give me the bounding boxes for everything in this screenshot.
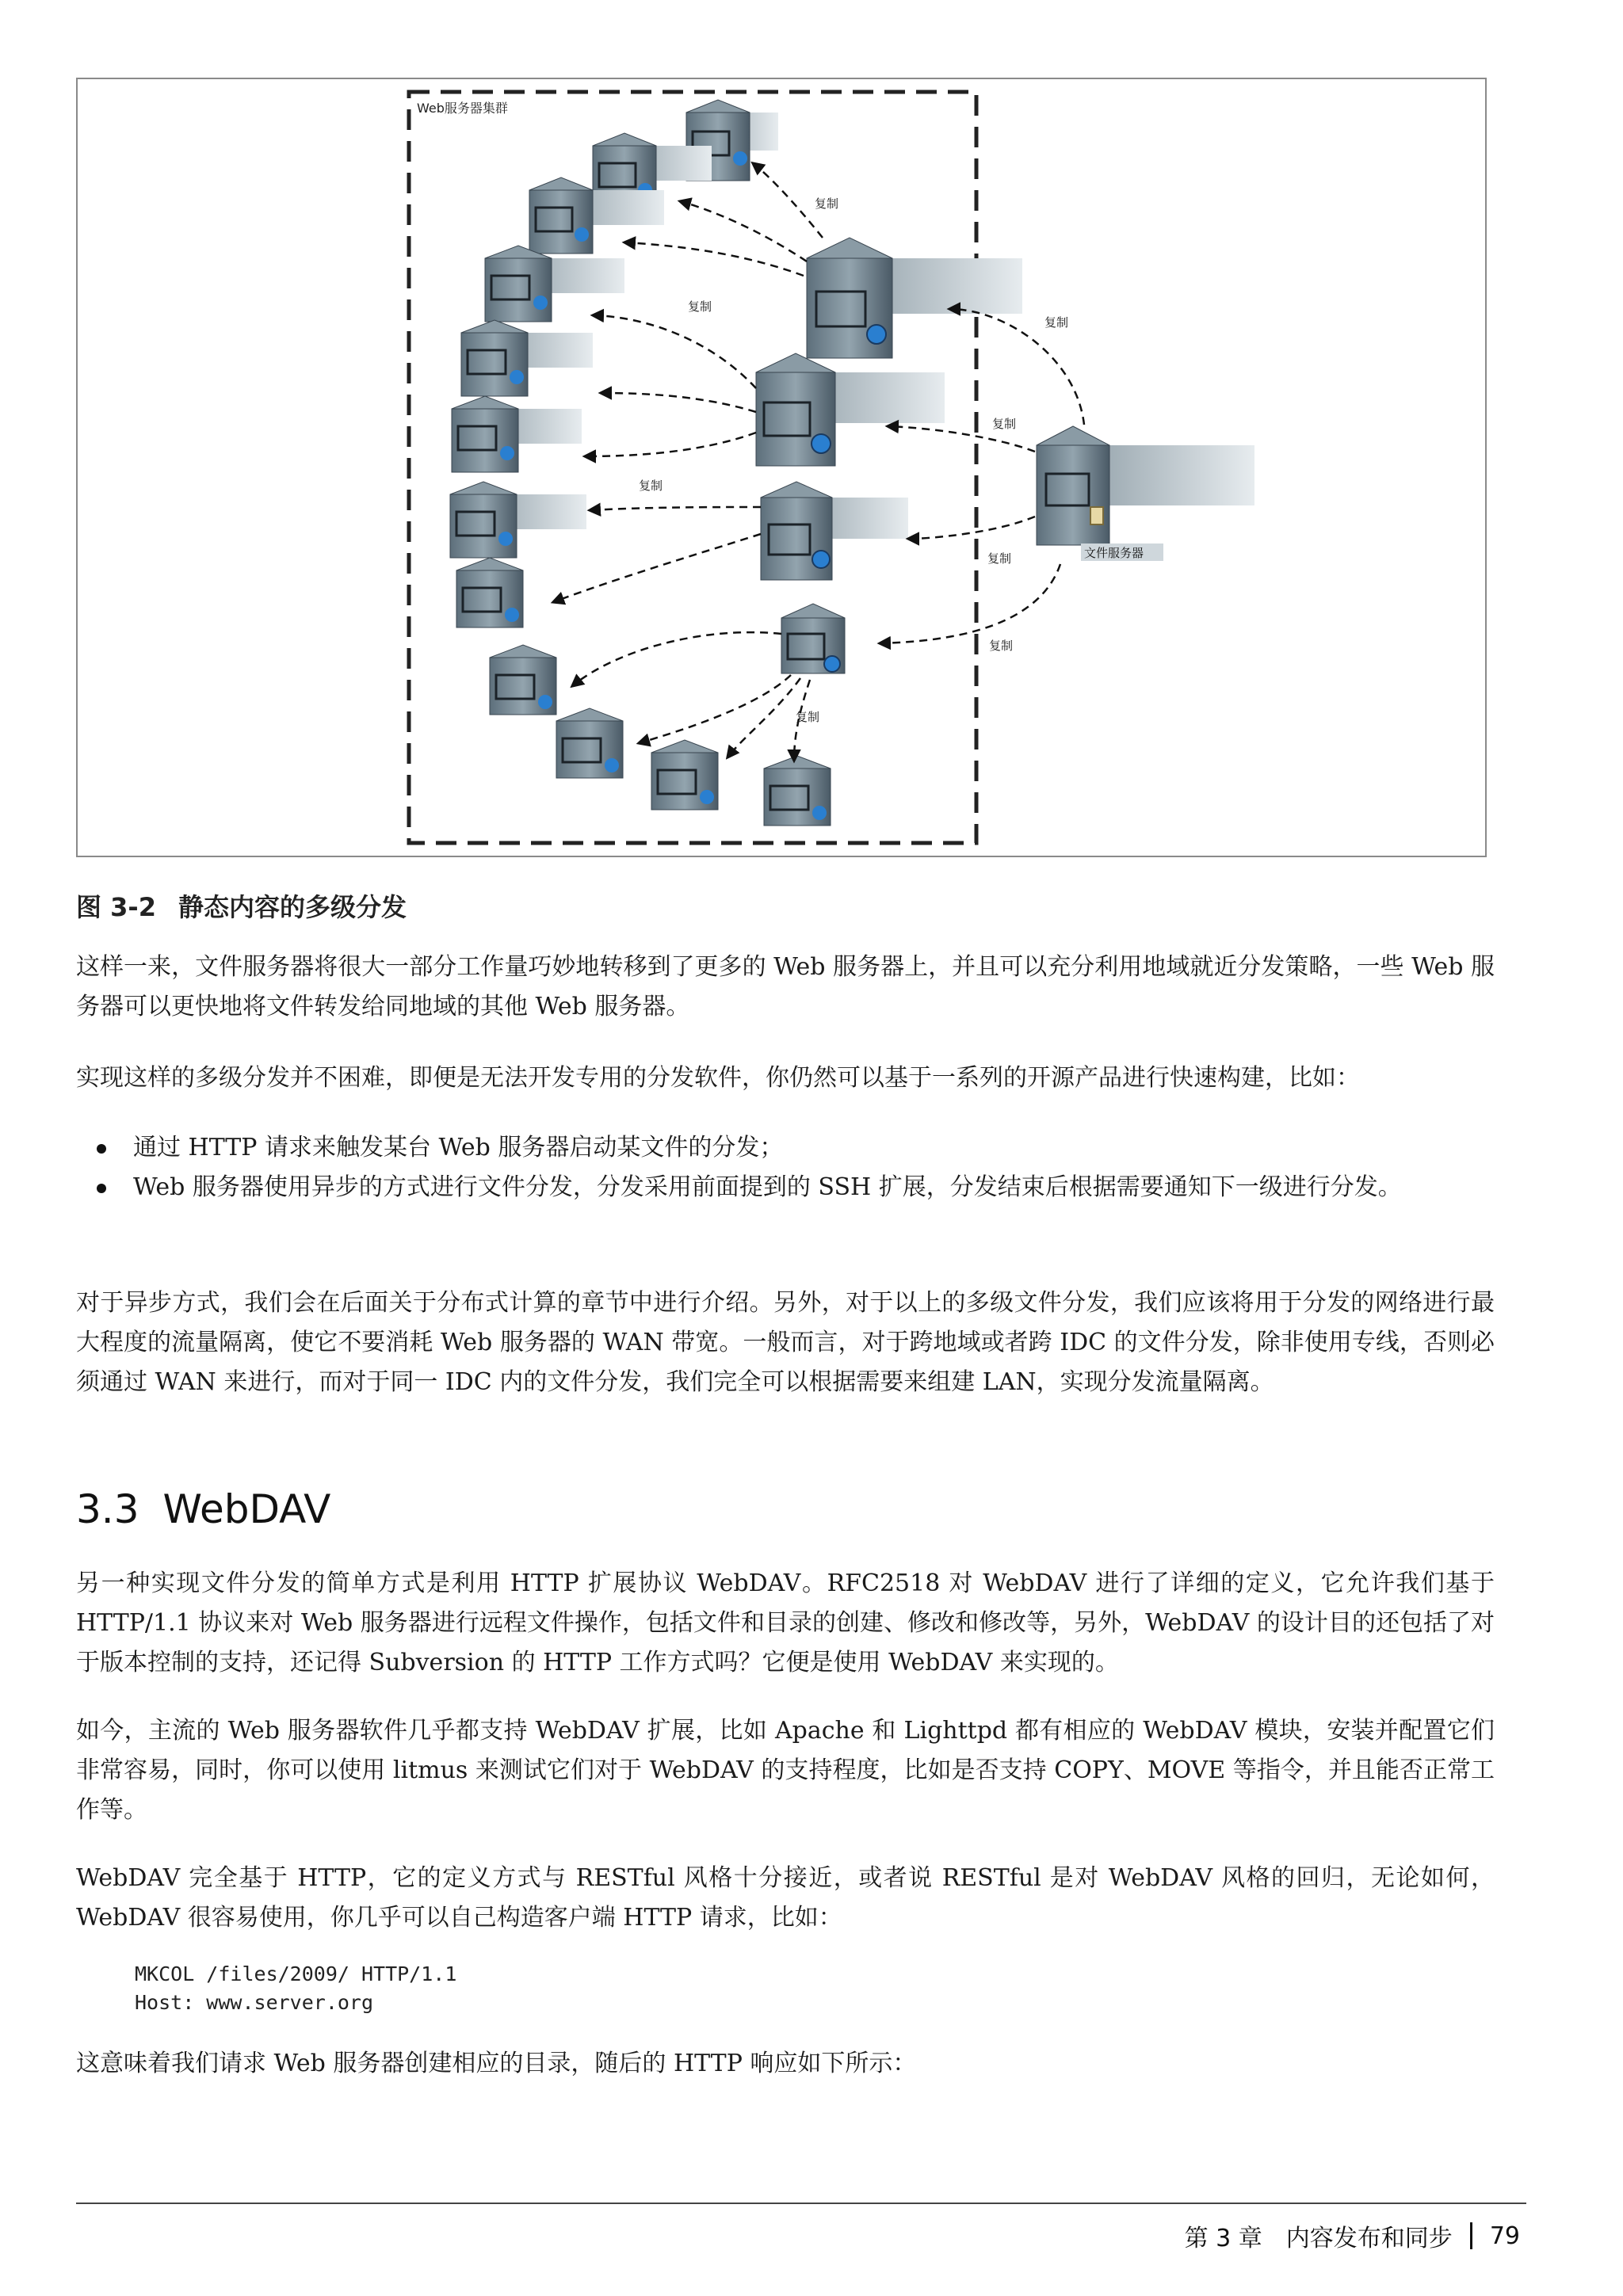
footer-rule [76,2203,1526,2204]
arrow-fs-to-t1c [908,517,1035,539]
bullet-icon [97,1184,106,1193]
code-block [135,1960,456,2017]
arrow-t1d-to-b3 [727,678,800,757]
arrow-t1b-to-l5 [601,393,756,412]
bullet-list [133,1128,1495,1207]
copy-label-6: 复制 [987,551,1012,566]
web-server-left-8 [456,558,523,627]
copy-label-8: 复制 [796,710,820,724]
section-number: 3.3 [76,1486,139,1532]
paragraph-2: 实现这样的多级分发并不困难，即便是无法开发专用的分发软件，你仍然可以基于一系列的开源产品进行快速构建，比如： [76,1064,1360,1092]
code-line: Host: www.server.org [135,1991,374,2014]
paragraph-7: 这意味着我们请求 Web 服务器创建相应的目录，随后的 HTTP 响应如下所示： [76,2050,917,2077]
web-server-left-6 [452,396,582,472]
code-line: MKCOL /files/2009/ HTTP/1.1 [135,1962,457,1985]
arrow-fs-to-t1d [880,564,1060,643]
cluster-label: Web服务器集群 [417,101,508,116]
web-server-left-7 [450,482,586,558]
web-server-bottom-3 [651,740,718,810]
web-server-tier1-c [761,482,908,580]
footer-divider [1470,2222,1472,2249]
arrow-t1d-to-b1 [572,632,781,686]
arrow-t1c-to-l7 [590,507,761,510]
section-title: WebDAV [162,1486,331,1532]
arrow-t1b-to-l6 [585,433,756,456]
arrow-t1b-to-l4 [593,315,756,388]
file-server [1037,426,1254,561]
page-number: 79 [1489,2222,1520,2250]
list-item [133,1128,1495,1168]
web-server-left-4 [485,246,624,322]
section-heading [76,1486,330,1532]
arrow-t1c-to-l8 [553,534,761,602]
file-server-label: 文件服务器 [1084,546,1144,560]
web-server-bottom-2 [556,708,623,778]
paragraph-1: 这样一来，文件服务器将很大一部分工作量巧妙地转移到了更多的 Web 服务器上，并且可以充分利用地域就近分发策略，一些 Web 服务器可以更快地将文件转发给同地域的其他 Web 服务器。 [76,953,1495,1020]
web-server-bottom-1 [490,645,556,715]
arrow-t1a-to-l2 [680,201,807,261]
web-server-left-5 [461,320,593,396]
arrow-t1a-to-l3 [624,242,804,276]
list-item [133,1168,1495,1207]
distribution-diagram [78,79,1485,856]
web-server-bottom-4 [764,756,831,826]
list-item-text: Web 服务器使用异步的方式进行文件分发，分发采用前面提到的 SSH 扩展，分发结束后根据需要通知下一级进行分发。 [133,1173,1402,1201]
caption-title: 静态内容的多级分发 [178,892,407,922]
footer-chapter: 第 3 章 内容发布和同步 [1184,2225,1453,2252]
copy-label-5: 复制 [639,479,663,493]
figure-caption [76,887,407,924]
page-footer [1185,2218,1520,2253]
paragraph-6: WebDAV 完全基于 HTTP，它的定义方式与 RESTful 风格十分接近，或者说 RESTful 是对 WebDAV 风格的回归，无论如何，WebDAV 很容易使用，你几乎可以自己构造客户端 HTTP 请求，比如： [76,1864,1495,1932]
arrow-t1d-to-b2 [639,675,791,743]
figure-frame [76,78,1487,857]
copy-label-1: 复制 [815,196,839,211]
copy-label-7: 复制 [989,639,1014,653]
web-server-tier1-b [756,353,945,466]
copy-label-3: 复制 [1044,315,1069,330]
copy-label-2: 复制 [688,299,712,314]
caption-number: 图 3-2 [76,892,156,922]
list-item-text: 通过 HTTP 请求来触发某台 Web 服务器启动某文件的分发； [133,1134,784,1161]
arrow-t1a-to-l1 [753,163,823,238]
copy-label-4: 复制 [992,417,1017,431]
paragraph-3: 对于异步方式，我们会在后面关于分布式计算的章节中进行介绍。另外，对于以上的多级文件分发，我们应该将用于分发的网络进行最大程度的流量隔离，使它不要消耗 Web 服务器的 WAN 带宽。一般而言，对于跨地域或者跨 IDC 的文件分发，除非使用专线，否则必须通过 WAN 来进行，而对于同一 IDC 内的文件分发，我们完全可以根据需要来组建 LAN，实现分发流量隔离。 [76,1289,1495,1396]
web-server-tier1-d [781,604,845,673]
bullet-icon [97,1144,106,1154]
web-server-tier1-a [807,238,1022,358]
paragraph-5: 如今，主流的 Web 服务器软件几乎都支持 WebDAV 扩展，比如 Apache 和 Lighttpd 都有相应的 WebDAV 模块，安装并配置它们非常容易，同时，你可以使用 litmus 来测试它们对于 WebDAV 的支持程度，比如是否支持 COPY、MOVE 等指令，并且能否正常工作等。 [76,1717,1495,1824]
paragraph-4: 另一种实现文件分发的简单方式是利用 HTTP 扩展协议 WebDAV。RFC2518 对 WebDAV 进行了详细的定义，它允许我们基于 HTTP/1.1 协议来对 Web 服务器进行远程文件操作，包括文件和目录的创建、修改和修改等，另外，WebDAV 的设计目的还包括了对于版本控制的支持，还记得 Subversion 的 HTTP 工作方式吗？它便是使用 WebDAV 来实现的。 [76,1569,1495,1676]
